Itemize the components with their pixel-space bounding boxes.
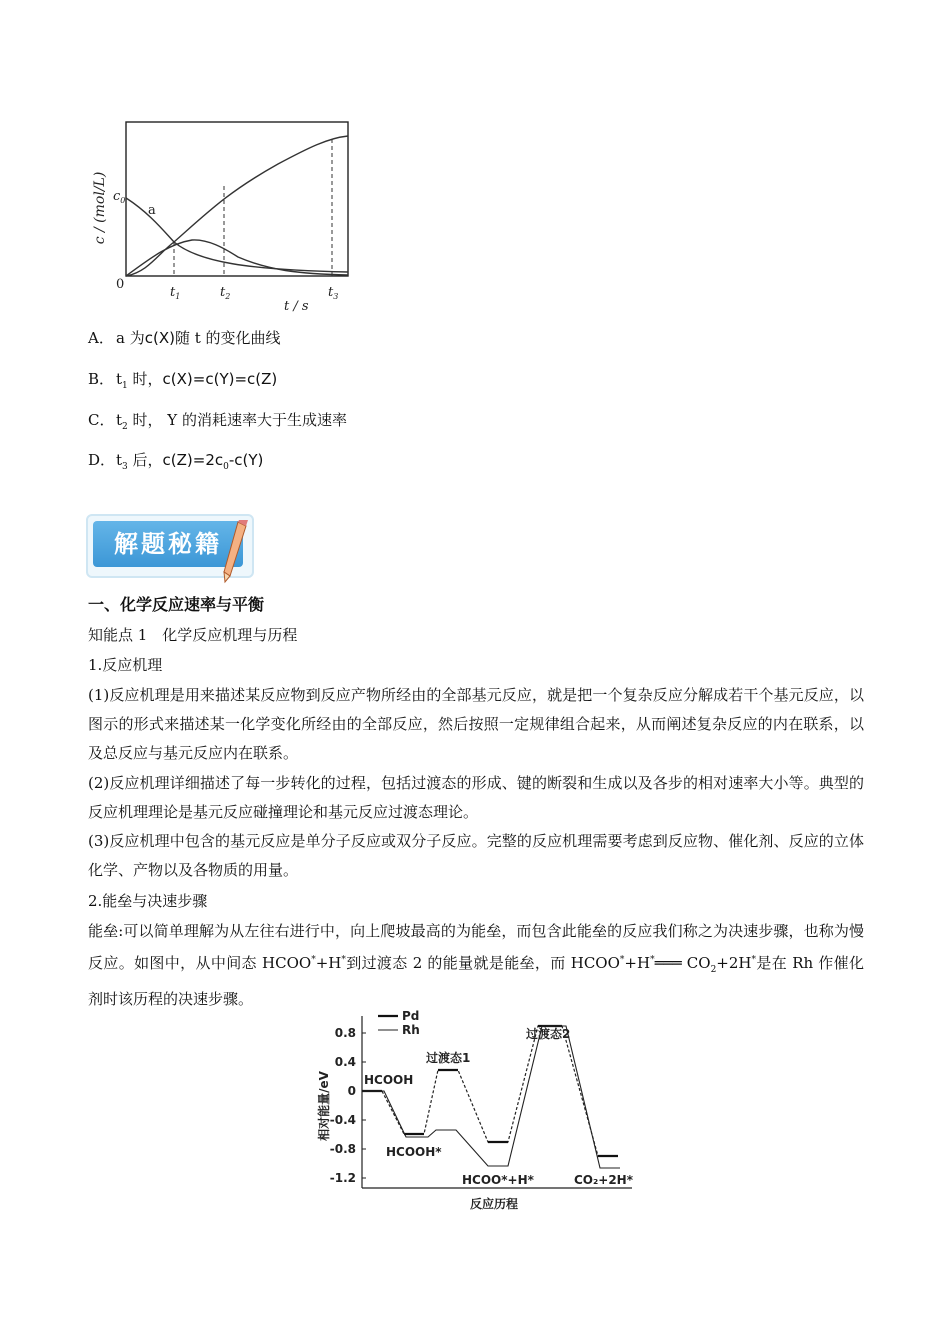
concentration-time-graph — [88, 112, 364, 318]
tick-neg0.8: -0.8 — [329, 1142, 356, 1156]
label-hcooh: HCOOH — [364, 1073, 414, 1087]
c0-label: $c_0$ — [113, 189, 126, 205]
t3-label: $t_3$ — [328, 285, 339, 301]
label-hcooh-adsorbed: HCOOH* — [386, 1145, 442, 1159]
knowledge-point-title: 知能点 1 化学反应机理与历程 — [88, 626, 298, 644]
section-heading: 一、化学反应速率与平衡 — [88, 595, 265, 614]
option-b: B． $t_1$ 时，c(X)=c(Y)=c(Z) — [88, 370, 278, 391]
legend-pd-label: Pd — [402, 1009, 420, 1023]
pd-energy-path — [362, 1026, 618, 1156]
y-axis-label: 相对能量/eV — [317, 1071, 331, 1141]
paragraph-1: (1)反应机理是用来描述某反应物到反应产物所经由的全部基元反应，就是把一个复杂反应分解成若干个基元反应，以图示的形式来描述某一化学变化所经由的全部反应，然后按照一定规律组合起来，从而阐述复杂反应的内在联系，以及总反应与基元反应内在联系。 — [88, 686, 864, 762]
x-axis-label: 反应历程 — [469, 1197, 519, 1211]
option-a: A． a 为c(X)随 t 的变化曲线 — [88, 329, 281, 347]
tick-neg0.4: -0.4 — [329, 1113, 356, 1127]
curve-z — [126, 136, 348, 276]
tick-0.4: 0.4 — [334, 1055, 356, 1069]
badge-text: 解题秘籍 — [93, 521, 243, 567]
x-axis-label: t / s — [284, 299, 309, 314]
tick-neg1.2: -1.2 — [329, 1171, 356, 1185]
label-co2-2h: CO₂+2H* — [574, 1173, 633, 1187]
tick-0: 0 — [347, 1084, 356, 1098]
paragraph-2: (2)反应机理详细描述了每一步转化的过程，包括过渡态的形成、键的断裂和生成以及各步的相对速率大小等。典型的反应机理理论是基元反应碰撞理论和基元反应过渡态理论。 — [88, 774, 864, 821]
paragraph-3: (3)反应机理中包含的基元反应是单分子反应或双分子反应。完整的反应机理需要考虑到反应物、催化剂、反应的立体化学、产物以及各物质的用量。 — [88, 832, 864, 879]
label-transition-state-2: 过渡态2 — [526, 1027, 571, 1041]
legend-rh-label: Rh — [402, 1023, 420, 1037]
curve-x — [126, 198, 348, 272]
subheading-mechanism: 1.反应机理 — [88, 656, 163, 674]
subheading-energy-barrier: 2.能垒与决速步骤 — [88, 892, 208, 910]
y-axis-label: c / (mol/L) — [92, 171, 108, 245]
option-c: C． $t_2$ 时， Y 的消耗速率大于生成速率 — [88, 411, 347, 432]
pencil-icon — [216, 520, 256, 584]
tips-badge — [86, 514, 258, 580]
t1-label: $t_1$ — [170, 285, 181, 301]
energy-profile-diagram — [312, 1008, 642, 1214]
curve-a-label: a — [148, 203, 156, 218]
label-hcoo-h: HCOO*+H* — [462, 1173, 534, 1187]
paragraph-4: 能垒:可以简单理解为从左往右进行中，向上爬坡最高的为能垒，而包含此能垒的反应我们称之为决速步骤，也称为慢反应。如图中，从中间态 HCOO*+H*到过渡态 2 的能量就是能垒，而 HCOO*+H*═══ $CO_2+2H^*$是在 Rh 作催化剂时该历程的决速步骤。 — [88, 922, 864, 1008]
origin-label: 0 — [116, 277, 125, 292]
t2-label: $t_2$ — [220, 285, 231, 301]
option-d: D．$t_3$ 后，$c(Z)=2c_0-c(Y)$ — [88, 451, 264, 472]
label-transition-state-1: 过渡态1 — [426, 1051, 471, 1065]
tick-0.8: 0.8 — [334, 1026, 356, 1040]
